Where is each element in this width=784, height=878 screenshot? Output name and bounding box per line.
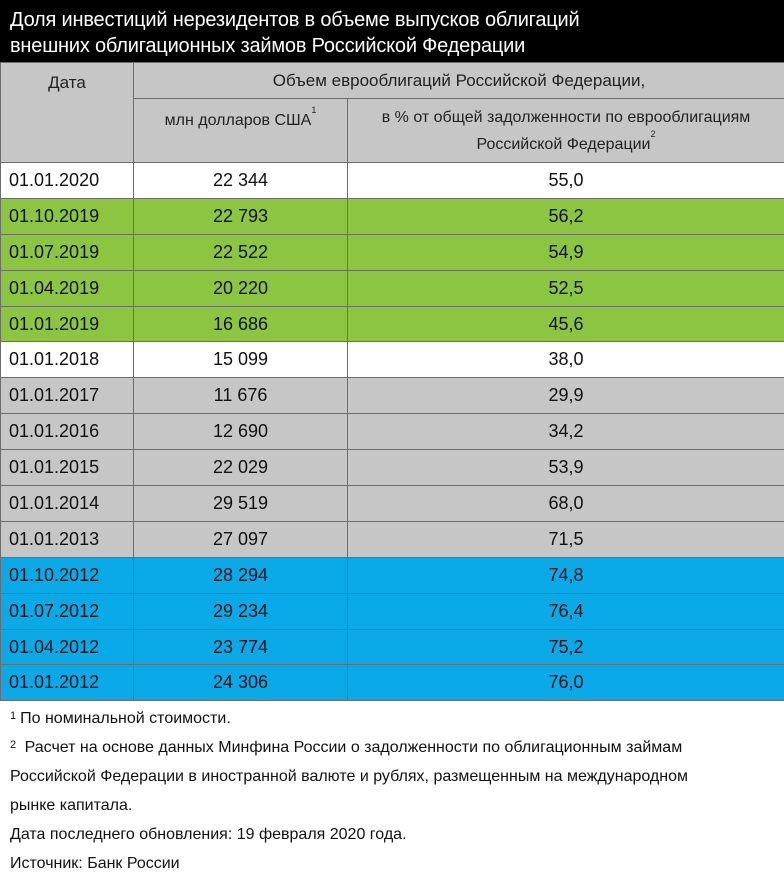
cell-date: 01.10.2019 — [1, 198, 134, 234]
cell-usd: 24 306 — [134, 665, 348, 701]
cell-usd: 29 519 — [134, 486, 348, 522]
cell-date: 01.01.2016 — [1, 414, 134, 450]
cell-date: 01.01.2020 — [1, 163, 134, 199]
cell-usd: 22 029 — [134, 450, 348, 486]
cell-pct: 52,5 — [348, 270, 784, 306]
cell-pct: 53,9 — [348, 450, 784, 486]
footnote-1-text: По номинальной стоимости. — [20, 710, 231, 727]
footnote-2-line1: Расчет на основе данных Минфина России о задолженности по облигационным займам — [25, 739, 683, 756]
cell-date: 01.01.2012 — [1, 665, 134, 701]
footnote-2-number: 2 — [10, 739, 16, 751]
table-row — [1, 163, 784, 199]
table-row — [1, 593, 784, 629]
table-row — [1, 521, 784, 557]
table-row — [1, 629, 784, 665]
cell-usd: 22 793 — [134, 198, 348, 234]
cell-date: 01.01.2019 — [1, 306, 134, 342]
cell-pct: 55,0 — [348, 163, 784, 199]
cell-pct: 74,8 — [348, 557, 784, 593]
last-updated: Дата последнего обновления: 19 февраля 2020 года. — [10, 820, 780, 849]
header-date: Дата — [1, 63, 134, 163]
header-group: Объем еврооблигаций Российской Федерации, — [134, 63, 784, 99]
table-title — [0, 0, 784, 62]
cell-pct: 71,5 — [348, 521, 784, 557]
cell-date: 01.01.2015 — [1, 450, 134, 486]
cell-usd: 27 097 — [134, 521, 348, 557]
cell-pct: 29,9 — [348, 378, 784, 414]
cell-pct: 76,0 — [348, 665, 784, 701]
cell-pct: 76,4 — [348, 593, 784, 629]
cell-date: 01.04.2012 — [1, 629, 134, 665]
eurobond-table — [0, 62, 784, 701]
cell-usd: 28 294 — [134, 557, 348, 593]
cell-pct: 34,2 — [348, 414, 784, 450]
table-row — [1, 270, 784, 306]
cell-usd: 22 522 — [134, 234, 348, 270]
table-body — [1, 163, 784, 701]
header-usd-label: млн долларов США — [165, 112, 312, 129]
table-row — [1, 450, 784, 486]
table-row — [1, 557, 784, 593]
cell-usd: 23 774 — [134, 629, 348, 665]
table-row — [1, 342, 784, 378]
table-row — [1, 486, 784, 522]
footnote-2-line2: Российской Федерации в иностранной валюте и рублях, размещенным на международном — [10, 762, 780, 791]
table-header — [1, 63, 784, 163]
cell-usd: 16 686 — [134, 306, 348, 342]
cell-usd: 12 690 — [134, 414, 348, 450]
cell-usd: 15 099 — [134, 342, 348, 378]
source: Источник: Банк России — [10, 849, 780, 878]
cell-usd: 22 344 — [134, 163, 348, 199]
header-pct-line1: в % от общей задолженности по еврооблигациям — [382, 109, 751, 126]
cell-usd: 11 676 — [134, 378, 348, 414]
footnote-1-number: 1 — [10, 710, 16, 722]
cell-date: 01.07.2019 — [1, 234, 134, 270]
table-row — [1, 665, 784, 701]
footnote-1 — [10, 704, 780, 733]
cell-pct: 45,6 — [348, 306, 784, 342]
footnote-2-line3: рынке капитала. — [10, 791, 780, 820]
cell-usd: 29 234 — [134, 593, 348, 629]
cell-date: 01.07.2012 — [1, 593, 134, 629]
table-row — [1, 234, 784, 270]
title-line-2: внешних облигационных займов Российской Федерации — [10, 33, 784, 59]
cell-date: 01.10.2012 — [1, 557, 134, 593]
footnote-2 — [10, 733, 780, 762]
cell-date: 01.04.2019 — [1, 270, 134, 306]
cell-date: 01.01.2013 — [1, 521, 134, 557]
table-row — [1, 198, 784, 234]
table-row — [1, 306, 784, 342]
header-pct — [348, 99, 784, 163]
cell-date: 01.01.2018 — [1, 342, 134, 378]
title-line-1: Доля инвестиций нерезидентов в объеме выпусков облигаций — [10, 7, 784, 33]
header-pct-footnote-mark: 2 — [650, 129, 655, 139]
header-usd-footnote-mark: 1 — [311, 105, 316, 115]
header-usd — [134, 99, 348, 163]
cell-pct: 56,2 — [348, 198, 784, 234]
cell-date: 01.01.2014 — [1, 486, 134, 522]
footnotes — [10, 704, 780, 878]
cell-pct: 38,0 — [348, 342, 784, 378]
cell-pct: 54,9 — [348, 234, 784, 270]
cell-pct: 75,2 — [348, 629, 784, 665]
header-pct-line2: Российской Федерации — [477, 136, 651, 153]
cell-pct: 68,0 — [348, 486, 784, 522]
table-row — [1, 378, 784, 414]
cell-usd: 20 220 — [134, 270, 348, 306]
cell-date: 01.01.2017 — [1, 378, 134, 414]
table-row — [1, 414, 784, 450]
